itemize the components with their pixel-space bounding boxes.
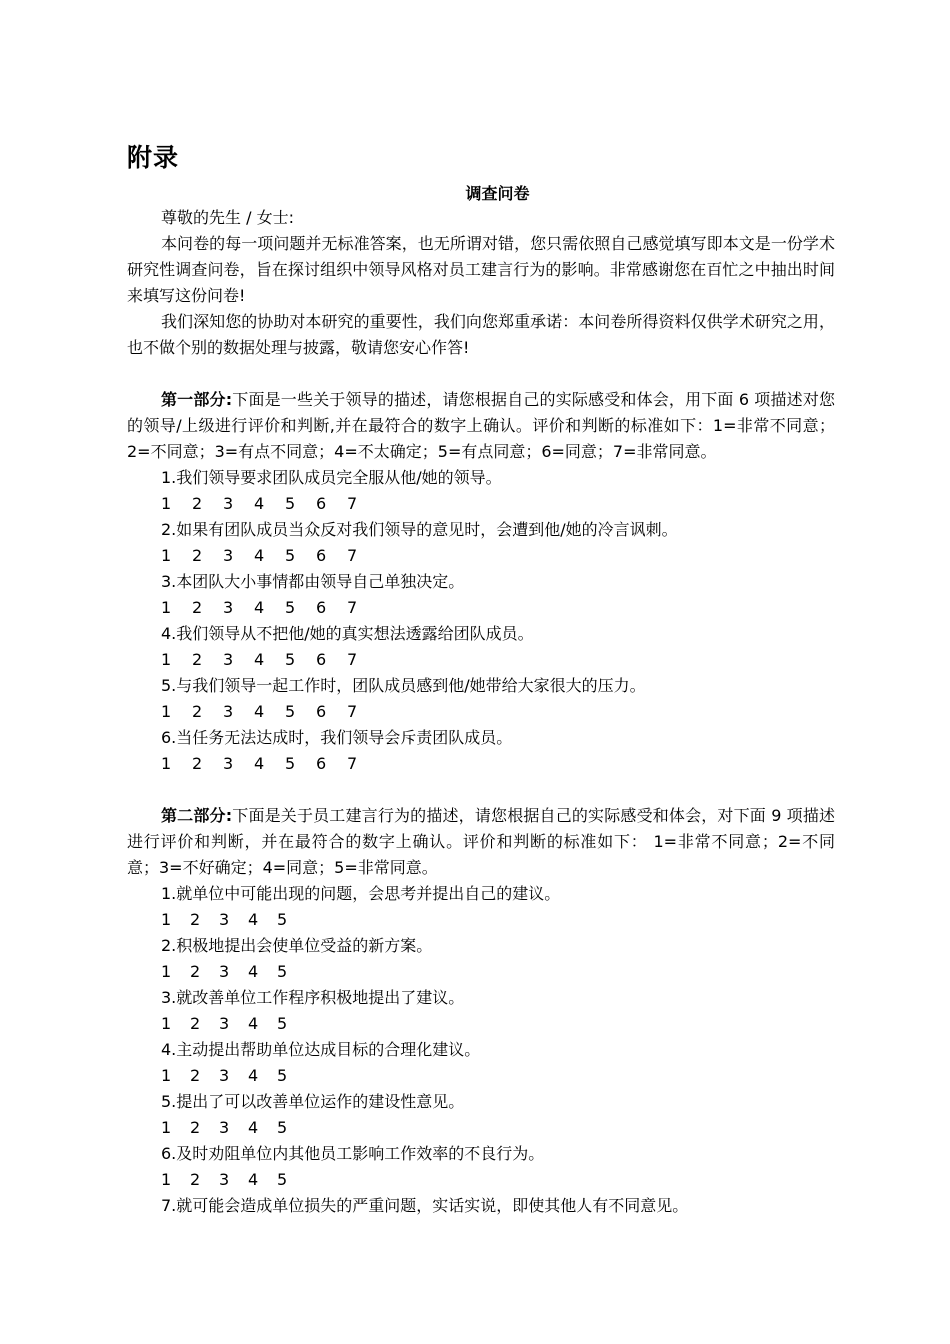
rating-option[interactable]: 7: [347, 494, 358, 513]
question-item: 1.就单位中可能出现的问题，会思考并提出自己的建议。: [161, 884, 561, 903]
rating-option[interactable]: 1: [161, 598, 172, 617]
rating-option[interactable]: 6: [316, 598, 327, 617]
rating-option[interactable]: 1: [161, 1118, 172, 1137]
rating-option[interactable]: 2: [190, 962, 201, 981]
rating-option[interactable]: 1: [161, 494, 172, 513]
part1-intro: [127, 387, 835, 465]
rating-option[interactable]: 2: [190, 1118, 201, 1137]
rating-option[interactable]: 5: [277, 910, 288, 929]
rating-option[interactable]: 7: [347, 650, 358, 669]
part1-label: 第一部分:: [161, 390, 233, 409]
rating-option[interactable]: 2: [192, 702, 203, 721]
rating-option[interactable]: 2: [190, 1170, 201, 1189]
rating-option[interactable]: 3: [219, 910, 230, 929]
rating-option[interactable]: 3: [219, 1014, 230, 1033]
spacer: [127, 361, 835, 387]
rating-option[interactable]: 5: [277, 1170, 288, 1189]
rating-option[interactable]: 5: [277, 1118, 288, 1137]
question-item: 2.如果有团队成员当众反对我们领导的意见时，会遭到他/她的冷言讽刺。: [161, 520, 678, 539]
question-item: 5.提出了可以改善单位运作的建设性意见。: [161, 1092, 465, 1111]
rating-option[interactable]: 1: [161, 962, 172, 981]
rating-option[interactable]: 5: [277, 1014, 288, 1033]
document-body: [127, 205, 835, 1219]
rating-option[interactable]: 5: [285, 650, 296, 669]
rating-option[interactable]: 6: [316, 546, 327, 565]
appendix-title: 附录: [127, 143, 180, 172]
rating-option[interactable]: 5: [277, 1066, 288, 1085]
part2-description: 下面是关于员工建言行为的描述，请您根据自己的实际感受和体会，对下面 9 项描述进行评价和判断，并在最符合的数字上确认。评价和判断的标准如下： 1=非常不同意；2=不同意；3=不好确定；4=同意；5=非常同意。: [127, 806, 835, 877]
rating-option[interactable]: 3: [219, 962, 230, 981]
rating-option[interactable]: 3: [223, 598, 234, 617]
part2-label: 第二部分:: [161, 806, 233, 825]
rating-option[interactable]: 4: [254, 702, 265, 721]
part1-question-list: [127, 465, 835, 777]
rating-option[interactable]: 7: [347, 754, 358, 773]
rating-option[interactable]: 7: [347, 598, 358, 617]
rating-option[interactable]: 6: [316, 754, 327, 773]
question-item: 7.就可能会造成单位损失的严重问题，实话实说，即使其他人有不同意见。: [161, 1196, 689, 1215]
rating-option[interactable]: 5: [285, 754, 296, 773]
rating-option[interactable]: 2: [192, 598, 203, 617]
rating-scale: [127, 959, 835, 985]
rating-option[interactable]: 1: [161, 702, 172, 721]
rating-option[interactable]: 3: [223, 494, 234, 513]
rating-option[interactable]: 1: [161, 1066, 172, 1085]
rating-scale: [127, 595, 835, 621]
rating-option[interactable]: 4: [254, 650, 265, 669]
rating-scale: [127, 907, 835, 933]
rating-scale: [127, 1167, 835, 1193]
rating-option[interactable]: 6: [316, 494, 327, 513]
rating-option[interactable]: 2: [192, 754, 203, 773]
rating-option[interactable]: 5: [277, 962, 288, 981]
rating-option[interactable]: 3: [219, 1066, 230, 1085]
spacer: [127, 777, 835, 803]
part2-intro: [127, 803, 835, 881]
rating-option[interactable]: 2: [190, 1014, 201, 1033]
question-item: 3.就改善单位工作程序积极地提出了建议。: [161, 988, 465, 1007]
question-item: 6.当任务无法达成时，我们领导会斥责团队成员。: [161, 728, 513, 747]
salutation: 尊敬的先生 / 女士:: [161, 208, 294, 227]
intro-paragraph: 本问卷的每一项问题并无标准答案，也无所谓对错，您只需依照自己感觉填写即本文是一份学术研究性调查问卷，旨在探讨组织中领导风格对员工建言行为的影响。非常感谢您在百忙之中抽出时间来填写这份问卷!: [127, 234, 835, 305]
rating-option[interactable]: 5: [285, 598, 296, 617]
rating-scale: [127, 491, 835, 517]
question-item: 5.与我们领导一起工作时，团队成员感到他/她带给大家很大的压力。: [161, 676, 646, 695]
rating-option[interactable]: 4: [248, 962, 259, 981]
rating-option[interactable]: 3: [223, 650, 234, 669]
rating-option[interactable]: 4: [254, 754, 265, 773]
rating-option[interactable]: 5: [285, 702, 296, 721]
question-item: 4.我们领导从不把他/她的真实想法透露给团队成员。: [161, 624, 534, 643]
rating-option[interactable]: 1: [161, 910, 172, 929]
rating-option[interactable]: 1: [161, 650, 172, 669]
rating-option[interactable]: 2: [192, 494, 203, 513]
question-item: 4.主动提出帮助单位达成目标的合理化建议。: [161, 1040, 481, 1059]
rating-option[interactable]: 7: [347, 546, 358, 565]
rating-option[interactable]: 2: [190, 910, 201, 929]
rating-option[interactable]: 4: [248, 1118, 259, 1137]
rating-option[interactable]: 3: [219, 1170, 230, 1189]
rating-option[interactable]: 3: [223, 702, 234, 721]
rating-option[interactable]: 4: [254, 494, 265, 513]
intro-paragraph: 我们深知您的协助对本研究的重要性，我们向您郑重承诺：本问卷所得资料仅供学术研究之用，也不做个别的数据处理与披露，敬请您安心作答!: [127, 312, 835, 357]
rating-option[interactable]: 4: [248, 1066, 259, 1085]
questionnaire-title: 调查问卷: [465, 184, 530, 203]
rating-option[interactable]: 4: [248, 910, 259, 929]
rating-option[interactable]: 6: [316, 650, 327, 669]
question-item: 3.本团队大小事情都由领导自己单独决定。: [161, 572, 465, 591]
rating-option[interactable]: 4: [248, 1170, 259, 1189]
question-item: 1.我们领导要求团队成员完全服从他/她的领导。: [161, 468, 502, 487]
rating-option[interactable]: 7: [347, 702, 358, 721]
rating-option[interactable]: 3: [223, 754, 234, 773]
rating-option[interactable]: 4: [254, 598, 265, 617]
rating-option[interactable]: 4: [248, 1014, 259, 1033]
rating-scale: [127, 699, 835, 725]
rating-option[interactable]: 5: [285, 546, 296, 565]
rating-scale: [127, 1063, 835, 1089]
part1-description: 下面是一些关于领导的描述，请您根据自己的实际感受和体会，用下面 6 项描述对您的领导/上级进行评价和判断,并在最符合的数字上确认。评价和判断的标准如下：1=非常不同意；2=不同意；3=有点不同意；4=不太确定；5=有点同意；6=同意；7=非常同意。: [127, 390, 835, 461]
question-item: 6.及时劝阻单位内其他员工影响工作效率的不良行为。: [161, 1144, 545, 1163]
rating-option[interactable]: 6: [316, 702, 327, 721]
rating-option[interactable]: 4: [254, 546, 265, 565]
rating-option[interactable]: 5: [285, 494, 296, 513]
rating-option[interactable]: 3: [219, 1118, 230, 1137]
rating-scale: [127, 1011, 835, 1037]
question-item: 2.积极地提出会使单位受益的新方案。: [161, 936, 433, 955]
rating-option[interactable]: 2: [192, 546, 203, 565]
rating-option[interactable]: 1: [161, 1014, 172, 1033]
rating-option[interactable]: 1: [161, 1170, 172, 1189]
rating-option[interactable]: 1: [161, 754, 172, 773]
rating-option[interactable]: 2: [192, 650, 203, 669]
rating-scale: [127, 1115, 835, 1141]
rating-scale: [127, 543, 835, 569]
rating-scale: [127, 647, 835, 673]
rating-option[interactable]: 3: [223, 546, 234, 565]
rating-option[interactable]: 1: [161, 546, 172, 565]
rating-scale: [127, 751, 835, 777]
part2-question-list: [127, 881, 835, 1219]
rating-option[interactable]: 2: [190, 1066, 201, 1085]
